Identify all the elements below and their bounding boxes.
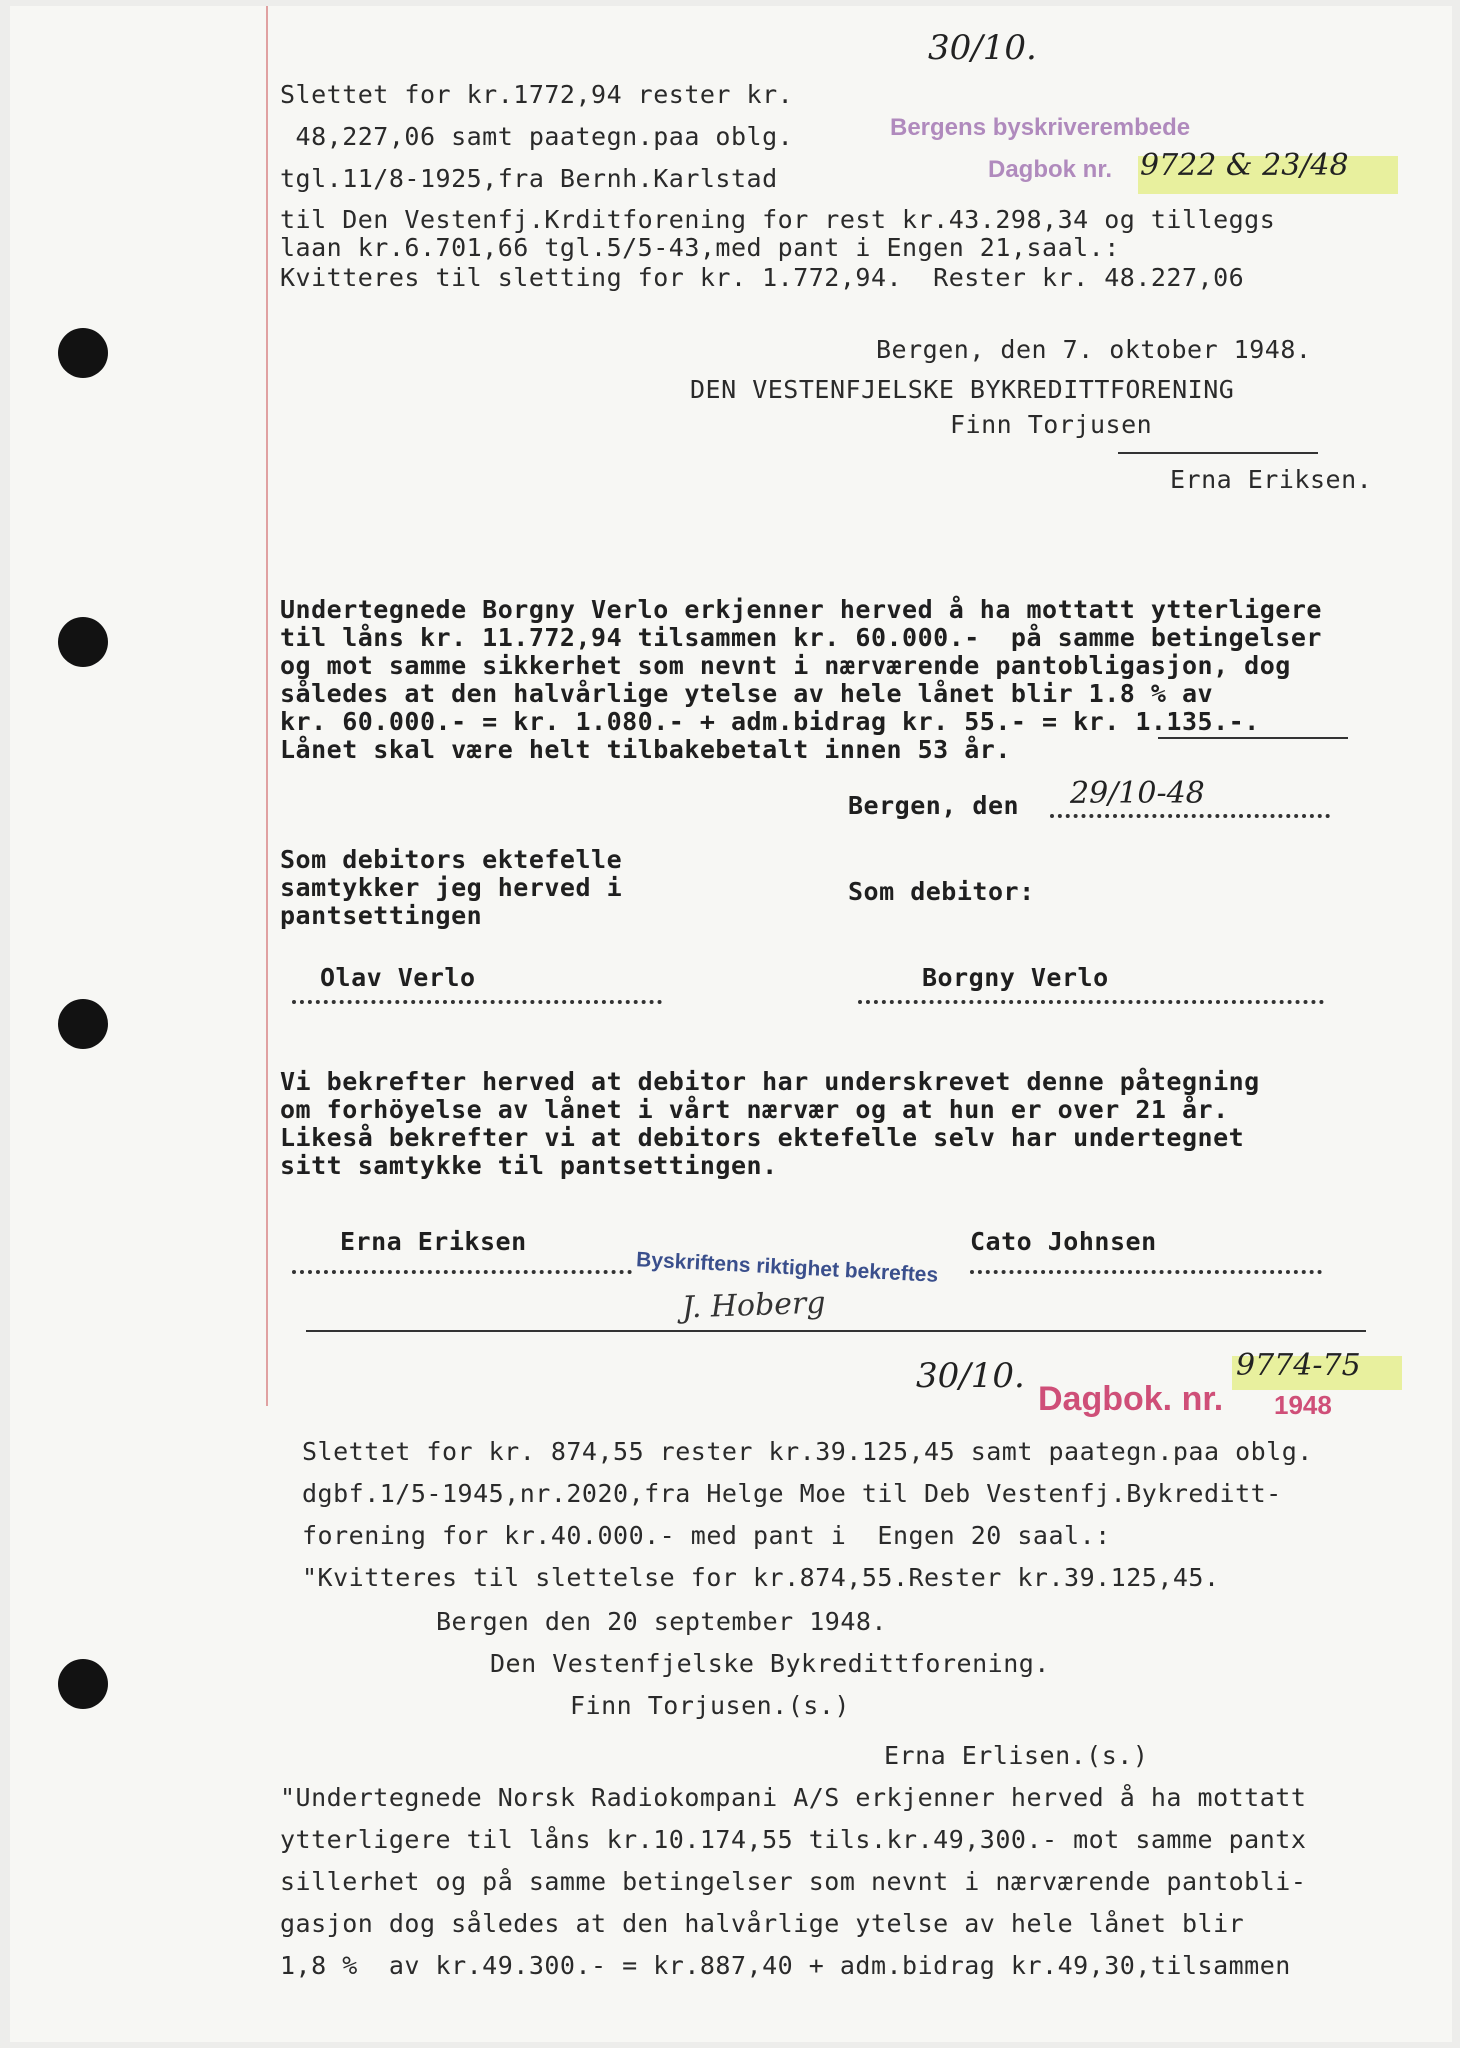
handwritten-date-top: 30/10. — [928, 28, 1037, 68]
entry2-line: kr. 60.000.- = kr. 1.080.- + adm.bidrag kr. 55.- = kr. 1.135.-. — [280, 707, 1260, 736]
entry-number-1: 9722 & 23/48 — [1140, 148, 1349, 183]
entry2-line: Lånet skal være helt tilbakebetalt innen 53 år. — [280, 735, 1011, 764]
spouse-consent-line: Som debitors ektefelle — [280, 845, 623, 874]
entry3-line: "Kvitteres til slettelse for kr.874,55.Rester kr.39.125,45. — [302, 1563, 1220, 1592]
debtor-signature-line — [858, 1000, 1324, 1004]
date-dotted-line — [1050, 814, 1330, 818]
entry1-place-date: Bergen, den 7. oktober 1948. — [876, 335, 1312, 364]
punch-hole — [58, 1659, 108, 1709]
witness-line: om forhöyelse av lånet i vårt nærvær og at hun er over 21 år. — [280, 1095, 1229, 1124]
entry3-place-date: Bergen den 20 september 1948. — [436, 1607, 887, 1636]
office-stamp-line1: Bergens byskriverembede — [890, 114, 1191, 141]
entry3-tail-line: sillerhet og på samme betingelser som nevnt i nærværende pantobli- — [280, 1867, 1307, 1896]
entry2-line: således at den halvårlige ytelse av hele lånet blir 1.8 % av — [280, 679, 1214, 708]
witness-line: Vi bekrefter herved at debitor har underskrevet denne påtegning — [280, 1067, 1260, 1096]
debtor-name: Borgny Verlo — [922, 963, 1109, 992]
witness1-signature-line — [292, 1270, 632, 1274]
entry3-signer1: Finn Torjusen.(s.) — [570, 1691, 850, 1720]
spouse-consent-line: samtykker jeg herved i — [280, 873, 623, 902]
entry1-line: til Den Vestenfj.Krditforening for rest kr.43.298,34 og tilleggs — [280, 205, 1276, 234]
handwritten-date-mid: 30/10. — [916, 1356, 1025, 1396]
entry2-line: Undertegnede Borgny Verlo erkjenner herved å ha mottatt ytterligere — [280, 595, 1322, 624]
entry1-line: 48,227,06 samt paategn.paa oblg. — [280, 122, 794, 151]
entry2-line: til låns kr. 11.772,94 tilsammen kr. 60.000.- på samme betingelser — [280, 623, 1322, 652]
punch-hole — [58, 617, 108, 667]
entry3-tail-line: gasjon dog således at den halvårlige ytelse av hele lånet blir — [280, 1909, 1245, 1938]
entry3-line: dgbf.1/5-1945,nr.2020,fra Helge Moe til Deb Vestenfj.Bykreditt- — [302, 1479, 1282, 1508]
dagbok-stamp-label: Dagbok. nr. — [1038, 1380, 1224, 1418]
entry1-line: tgl.11/8-1925,fra Bernh.Karlstad — [280, 164, 778, 193]
document-page — [10, 6, 1452, 2042]
witness-line: sitt samtykke til pantsettingen. — [280, 1151, 778, 1180]
section-divider — [306, 1330, 1366, 1332]
amount-underline — [1158, 737, 1348, 739]
entry3-institution: Den Vestenfjelske Bykredittforening. — [490, 1649, 1050, 1678]
entry3-tail-line: ytterligere til låns kr.10.174,55 tils.kr.49,300.- mot samme pantx — [280, 1825, 1307, 1854]
dagbok-stamp-year: 1948 — [1274, 1390, 1332, 1420]
verification-stamp: Byskriftens riktighet bekreftes — [635, 1248, 939, 1287]
entry3-tail-line: 1,8 % av kr.49.300.- = kr.887,40 + adm.bidrag kr.49,30,tilsammen — [280, 1951, 1291, 1980]
entry2-line: og mot samme sikkerhet som nevnt i nærværende pantobligasjon, dog — [280, 651, 1291, 680]
entry1-line: Kvitteres til sletting for kr. 1.772,94. Rester kr. 48.227,06 — [280, 263, 1245, 292]
entry1-signer1: Finn Torjusen — [950, 410, 1153, 439]
signature-rule — [1118, 452, 1318, 454]
entry-number-2: 9774-75 — [1236, 1348, 1361, 1383]
debtor-label: Som debitor: — [848, 877, 1035, 906]
loan-place-date-prefix: Bergen, den — [848, 791, 1020, 820]
office-stamp-line2: Dagbok nr. — [988, 156, 1113, 183]
witness2-name: Cato Johnsen — [970, 1227, 1157, 1256]
entry3-line: forening for kr.40.000.- med pant i Engen 20 saal.: — [302, 1521, 1111, 1550]
verification-signature: J. Hoberg — [681, 1285, 827, 1326]
entry1-signer2: Erna Eriksen. — [1170, 465, 1373, 494]
spouse-signature-line — [292, 1000, 662, 1004]
spouse-name: Olav Verlo — [320, 963, 476, 992]
punch-hole — [58, 328, 108, 378]
entry1-institution: DEN VESTENFJELSKE BYKREDITTFORENING — [690, 375, 1235, 404]
handwritten-loan-date: 29/10-48 — [1070, 776, 1205, 811]
entry1-line: laan kr.6.701,66 tgl.5/5-43,med pant i Engen 21,saal.: — [280, 233, 1120, 262]
entry3-line: Slettet for kr. 874,55 rester kr.39.125,45 samt paategn.paa oblg. — [302, 1437, 1313, 1466]
entry1-line: Slettet for kr.1772,94 rester kr. — [280, 80, 794, 109]
punch-hole — [58, 999, 108, 1049]
margin-rule — [266, 6, 268, 1406]
entry3-tail-line: "Undertegnede Norsk Radiokompani A/S erkjenner herved å ha mottatt — [280, 1783, 1307, 1812]
witness-line: Likeså bekrefter vi at debitors ektefelle selv har undertegnet — [280, 1123, 1245, 1152]
witness1-name: Erna Eriksen — [340, 1227, 527, 1256]
witness2-signature-line — [970, 1270, 1322, 1274]
spouse-consent-line: pantsettingen — [280, 901, 483, 930]
entry3-signer2: Erna Erlisen.(s.) — [884, 1741, 1149, 1770]
